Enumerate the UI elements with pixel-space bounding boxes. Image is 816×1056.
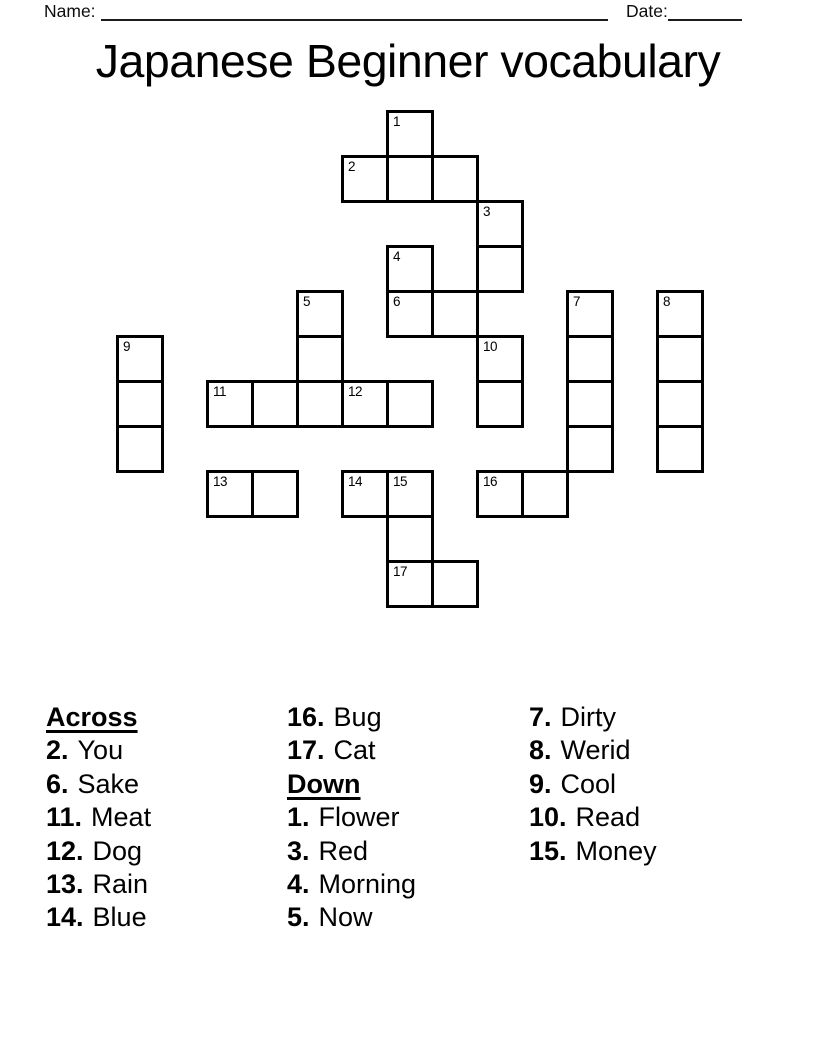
grid-cell-8-6[interactable] xyxy=(386,470,434,518)
clue-number: 4. xyxy=(287,869,310,900)
clue-number: 15. xyxy=(529,835,567,866)
grid-cell-8-3[interactable] xyxy=(251,470,299,518)
clue-text: Bug xyxy=(333,702,382,732)
cell-number-1: 1 xyxy=(393,114,401,129)
cell-number-13: 13 xyxy=(213,474,228,489)
grid-cell-3-6[interactable] xyxy=(386,245,434,293)
clue-item-11 xyxy=(46,801,151,834)
clue-item-7 xyxy=(529,701,657,734)
grid-cell-6-2[interactable] xyxy=(206,380,254,428)
clue-number: 9. xyxy=(529,768,552,799)
date-label: Date: xyxy=(626,1,668,21)
grid-cell-10-6[interactable] xyxy=(386,560,434,608)
cell-number-4: 4 xyxy=(393,249,401,264)
grid-cell-5-10[interactable] xyxy=(566,335,614,383)
clue-number: 1. xyxy=(287,802,310,833)
grid-cell-5-0[interactable] xyxy=(116,335,164,383)
grid-cell-5-4[interactable] xyxy=(296,335,344,383)
clue-text: Werid xyxy=(560,735,631,766)
grid-cell-6-5[interactable] xyxy=(341,380,389,428)
cell-number-8: 8 xyxy=(663,294,671,309)
grid-cell-8-8[interactable] xyxy=(476,470,524,518)
clue-text: Dirty xyxy=(560,702,617,732)
clue-number: 10. xyxy=(529,802,567,833)
clue-text: Now xyxy=(318,902,373,933)
clue-item-13 xyxy=(46,868,151,901)
grid-cell-5-8[interactable] xyxy=(476,335,524,383)
date-fill-line[interactable] xyxy=(668,19,742,21)
cell-number-10: 10 xyxy=(483,339,498,354)
name-fill-line[interactable] xyxy=(101,19,608,21)
cell-number-11: 11 xyxy=(213,384,227,399)
clue-item-17 xyxy=(287,734,416,767)
grid-cell-4-7[interactable] xyxy=(431,290,479,338)
cell-number-3: 3 xyxy=(483,204,491,219)
clue-item-1 xyxy=(287,801,416,834)
clue-text: Money xyxy=(575,835,657,866)
cell-number-16: 16 xyxy=(483,474,498,489)
clue-number: 12. xyxy=(46,835,84,866)
cell-number-15: 15 xyxy=(393,474,408,489)
clue-item-14 xyxy=(46,901,151,934)
grid-cell-7-0[interactable] xyxy=(116,425,164,473)
grid-cell-10-7[interactable] xyxy=(431,560,479,608)
clue-text: Flower xyxy=(318,802,400,833)
grid-cell-7-12[interactable] xyxy=(656,425,704,473)
clue-item-12 xyxy=(46,835,151,868)
grid-cell-4-12[interactable] xyxy=(656,290,704,338)
clue-text: You xyxy=(77,735,124,766)
cell-number-7: 7 xyxy=(573,294,581,309)
grid-cell-8-5[interactable] xyxy=(341,470,389,518)
clue-item-2 xyxy=(46,734,151,767)
clue-item-9 xyxy=(529,768,657,801)
grid-cell-6-8[interactable] xyxy=(476,380,524,428)
clue-number: 6. xyxy=(46,768,69,799)
clue-item-4 xyxy=(287,868,416,901)
grid-cell-4-4[interactable] xyxy=(296,290,344,338)
clue-item-6 xyxy=(46,768,151,801)
clue-text: Cat xyxy=(333,735,376,766)
clue-text: Blue xyxy=(92,902,147,933)
grid-cell-8-2[interactable] xyxy=(206,470,254,518)
grid-cell-7-10[interactable] xyxy=(566,425,614,473)
clues-heading-down: Down xyxy=(287,768,361,799)
clue-item-10 xyxy=(529,801,657,834)
grid-cell-5-12[interactable] xyxy=(656,335,704,383)
grid-cell-4-10[interactable] xyxy=(566,290,614,338)
cell-number-12: 12 xyxy=(348,384,363,399)
crossword-grid xyxy=(116,110,704,608)
page-title: Japanese Beginner vocabulary xyxy=(95,35,721,87)
clues-column-2 xyxy=(287,701,416,935)
clue-text: Sake xyxy=(77,768,140,799)
clue-number: 3. xyxy=(287,835,310,866)
clue-text: Cool xyxy=(560,768,617,799)
clue-text: Meat xyxy=(91,802,152,833)
grid-cell-2-8[interactable] xyxy=(476,200,524,248)
clue-number: 13. xyxy=(46,869,84,900)
clue-item-15 xyxy=(529,835,657,868)
clues-heading-across: Across xyxy=(46,702,138,732)
grid-cell-4-6[interactable] xyxy=(386,290,434,338)
cell-number-6: 6 xyxy=(393,294,401,309)
clue-item-3 xyxy=(287,835,416,868)
clues-column-3 xyxy=(529,701,657,868)
clue-number: 11. xyxy=(46,802,83,833)
clue-text: Morning xyxy=(318,869,417,900)
clue-number: 5. xyxy=(287,902,310,933)
clue-text: Dog xyxy=(92,835,143,866)
clues-column-1 xyxy=(46,701,151,935)
clue-number: 17. xyxy=(287,735,325,766)
grid-cell-6-3[interactable] xyxy=(251,380,299,428)
cell-number-9: 9 xyxy=(123,339,131,354)
grid-cell-1-7[interactable] xyxy=(431,155,479,203)
name-label: Name: xyxy=(44,1,96,21)
clue-text: Red xyxy=(318,835,369,866)
clue-number: 7. xyxy=(529,702,552,732)
cell-number-5: 5 xyxy=(303,294,311,309)
grid-cell-6-0[interactable] xyxy=(116,380,164,428)
clue-item-5 xyxy=(287,901,416,934)
grid-cell-8-9[interactable] xyxy=(521,470,569,518)
clue-number: 2. xyxy=(46,735,69,766)
grid-cell-6-10[interactable] xyxy=(566,380,614,428)
clue-number: 14. xyxy=(46,902,84,933)
clue-number: 8. xyxy=(529,735,552,766)
grid-cell-0-6[interactable] xyxy=(386,110,434,158)
clue-text: Rain xyxy=(92,869,149,900)
grid-cell-1-5[interactable] xyxy=(341,155,389,203)
grid-cell-6-12[interactable] xyxy=(656,380,704,428)
cell-number-2: 2 xyxy=(348,159,356,174)
clue-text: Read xyxy=(575,802,641,833)
cell-number-17: 17 xyxy=(393,564,408,579)
grid-cell-9-6[interactable] xyxy=(386,515,434,563)
grid-cell-3-8[interactable] xyxy=(476,245,524,293)
grid-cell-6-4[interactable] xyxy=(296,380,344,428)
cell-number-14: 14 xyxy=(348,474,363,489)
grid-cell-1-6[interactable] xyxy=(386,155,434,203)
grid-cell-6-6[interactable] xyxy=(386,380,434,428)
clue-number: 16. xyxy=(287,702,325,732)
clue-item-8 xyxy=(529,734,657,767)
clue-item-16 xyxy=(287,701,416,734)
